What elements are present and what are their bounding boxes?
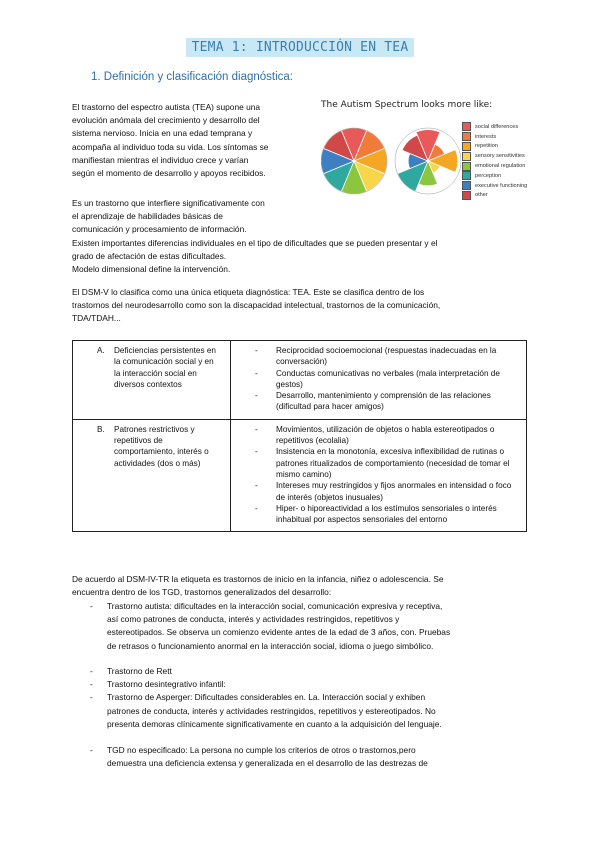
legend-swatch [462, 142, 471, 151]
criteria-item [255, 446, 516, 480]
legend-label: emotional regulation [475, 163, 526, 170]
criteria-a-list [231, 345, 526, 413]
intro-line: manifiestan mientras el individuo crece y varían [72, 154, 249, 165]
list-item-line: Trastorno autista: dificultades en la interacción social, comunicación expresiva y receptiva, [107, 601, 443, 611]
criteria-item [255, 345, 516, 368]
criteria-b-list [231, 424, 526, 526]
intro-line: acompaña al individuo toda su vida. Los síntomas se [72, 141, 269, 152]
autism-spectrum-figure [321, 100, 547, 204]
intro-line: El trastorno del espectro autista (TEA) supone una [72, 102, 261, 112]
legend-label: social differences [475, 123, 519, 130]
criteria-a-label-cell [73, 341, 231, 420]
legend-item [462, 161, 527, 171]
criteria-item-text: Reciprocidad socioemocional (respuestas inadecuadas en la conversación) [276, 346, 497, 367]
intro-line: según el momento de desarrollo y apoyos recibidos. [72, 168, 266, 179]
document-title: TEMA 1: INTRODUCCIÓN EN TEA [186, 38, 415, 57]
criteria-b-letter: B. [97, 424, 105, 434]
second-paragraph-line: comunicación y procesamiento de información. [72, 224, 247, 235]
list-item [90, 600, 530, 653]
title-wrapper [0, 38, 600, 57]
criteria-a-label: Deficiencias persistentes en la comunicación social y en la interacción social en diversos contextos [114, 346, 216, 389]
criteria-item-text: Insistencia en la monotonía, excesiva inflexibilidad de rutinas o patrones ritualizados de comportamiento (necesidad de tomar el mismo camino) [276, 447, 510, 479]
legend-item [462, 181, 527, 191]
criteria-item-text: Intereses muy restringidos y fijos anormales en intensidad o foco de interés (objetos inusuales) [276, 481, 512, 502]
legend-item [462, 132, 527, 142]
section-heading: 1. Definición y clasificación diagnóstica: [91, 71, 293, 83]
criteria-item-text: Movimientos, utilización de objetos o habla estereotipados o repetitivos (ecolalia) [276, 424, 495, 446]
bullet-dash: - [255, 346, 258, 355]
legend-label: other [475, 192, 488, 199]
bullet-dash: - [90, 679, 93, 690]
intro-line: sistema nervioso. Inicia en una edad temprana y [72, 128, 253, 139]
legend-label: perception [475, 172, 502, 179]
list-item [90, 665, 530, 678]
second-paragraph-line: Es un trastorno que interfiere significativamente con [72, 198, 265, 208]
legend-swatch [462, 181, 471, 190]
legend-item [462, 122, 527, 132]
criteria-item-text: Hiper- o hiporeactividad a los estímulos sensoriales o interés inhabitual por aspectos sensoriales del entorno [276, 503, 497, 525]
dsm5-line: El DSM-V lo clasifica como una única etiqueta diagnóstica: TEA. Este se clasifica dentro de los [72, 287, 425, 297]
bullet-dash: - [90, 745, 93, 755]
second-paragraph-line: Modelo dimensional define la intervención. [72, 264, 231, 275]
tgd-list-2 [90, 665, 530, 731]
criteria-item [255, 368, 516, 391]
list-item-text [107, 744, 428, 770]
list-item-text [107, 600, 450, 653]
dsm5-line: trastornos del neurodesarrollo como son la discapacidad intelectual, trastornos de la comunicación, [72, 300, 441, 311]
list-item-line: presenta demoras clínicamente significativamente en cuanto a la adquisición del lenguaje. [107, 718, 442, 729]
criteria-row-a [73, 341, 527, 420]
list-item-line: TGD no especificado: La persona no cumple los criterios de otros o trastornos,pero [107, 745, 416, 755]
legend-swatch [462, 132, 471, 141]
list-item-text [107, 691, 442, 731]
list-item-text [107, 665, 172, 678]
legend-label: executive functioning [475, 182, 528, 189]
criteria-item-text: Conductas comunicativas no verbales (mala interpretación de gestos) [276, 368, 500, 389]
criteria-b-items-cell [231, 419, 527, 532]
list-item-line: Trastorno de Asperger: Dificultades considerables en. La. Interacción social y exhiben [107, 692, 426, 703]
list-item-line: Trastorno desintegrativo infantil: [107, 679, 226, 690]
second-paragraph [72, 197, 542, 276]
list-item-line: estereotipados. Se observa un comienzo evidente antes de la edad de 3 años, con. Pruebas [107, 627, 451, 638]
figure-legend [462, 122, 527, 200]
criteria-item [255, 503, 516, 526]
legend-swatch [462, 162, 471, 171]
criteria-row-b [73, 419, 527, 532]
bullet-dash: - [255, 368, 258, 378]
bullet-dash: - [90, 666, 93, 676]
legend-item [462, 142, 527, 152]
legend-swatch [462, 122, 471, 131]
criteria-b-label: Patrones restrictivos y repetitivos de comportamiento, interés o actividades (dos o más) [114, 424, 209, 468]
criteria-a-items-cell [231, 341, 527, 420]
dsm4-paragraph [72, 573, 542, 599]
list-item-line: Trastorno de Rett [107, 666, 172, 676]
criteria-item [255, 424, 516, 447]
criteria-a-letter: A. [97, 346, 105, 355]
second-paragraph-line: el aprendizaje de habilidades básicas de [72, 211, 223, 222]
criteria-item [255, 390, 516, 413]
legend-label: repetition [475, 143, 499, 150]
figure-title: The Autism Spectrum looks more like: [321, 100, 493, 110]
list-item-line: de retrasos o funcionamiento anormal en la interacción social, idioma o juego simbólico. [107, 640, 434, 651]
legend-swatch [462, 152, 471, 161]
legend-label: sensory sensitivities [475, 153, 525, 160]
legend-swatch [462, 171, 471, 180]
list-item [90, 691, 530, 731]
bullet-dash: - [255, 447, 258, 457]
bullet-dash: - [90, 692, 93, 703]
bullet-dash: - [255, 503, 258, 513]
dsm5-line: TDA/TDAH... [72, 313, 121, 324]
list-item-line: así como patrones de conducta, interés y actividades restringidos, repetitivos y [107, 614, 400, 625]
criteria-b-label-cell [73, 419, 231, 532]
bullet-dash: - [255, 424, 258, 434]
tgd-list-3 [90, 744, 530, 770]
criteria-item [255, 480, 516, 503]
legend-item [462, 151, 527, 161]
spectrum-wheels [321, 100, 461, 204]
bullet-dash: - [255, 481, 258, 491]
list-item-line: demuestra una deficiencia extensa y generalizada en el desarrollo de las destrezas de [107, 758, 428, 769]
criteria-table [72, 340, 527, 532]
legend-label: interests [475, 133, 497, 140]
bullet-dash: - [90, 601, 93, 611]
second-paragraph-line: Existen importantes diferencias individuales en el tipo de dificultades que se pueden presentar y el [72, 237, 438, 248]
dsm4-line: encuentra dentro de los TGD, trastornos generalizados del desarrollo: [72, 587, 332, 598]
bullet-dash: - [255, 391, 258, 401]
list-item-line: patrones de conducta, interés y actividades restringidos, repetitivos y estereotipados. No [107, 705, 436, 716]
criteria-item-text: Desarrollo, mantenimiento y comprensión de las relaciones (dificultad para hacer amigos) [276, 391, 491, 412]
list-item-text [107, 678, 226, 691]
intro-line: evolución anómala del crecimiento y desarrollo del [72, 115, 260, 126]
list-item [90, 678, 530, 691]
tgd-list-1 [90, 600, 530, 653]
dsm5-paragraph [72, 286, 542, 326]
list-item [90, 744, 530, 770]
dsm4-line: De acuerdo al DSM-IV-TR la etiqueta es trastornos de inicio en la infancia, niñez o adolescencia. Se [72, 574, 444, 584]
legend-item [462, 171, 527, 181]
second-paragraph-line: grado de afectación de estas dificultades. [72, 250, 227, 261]
intro-paragraph [72, 101, 322, 180]
